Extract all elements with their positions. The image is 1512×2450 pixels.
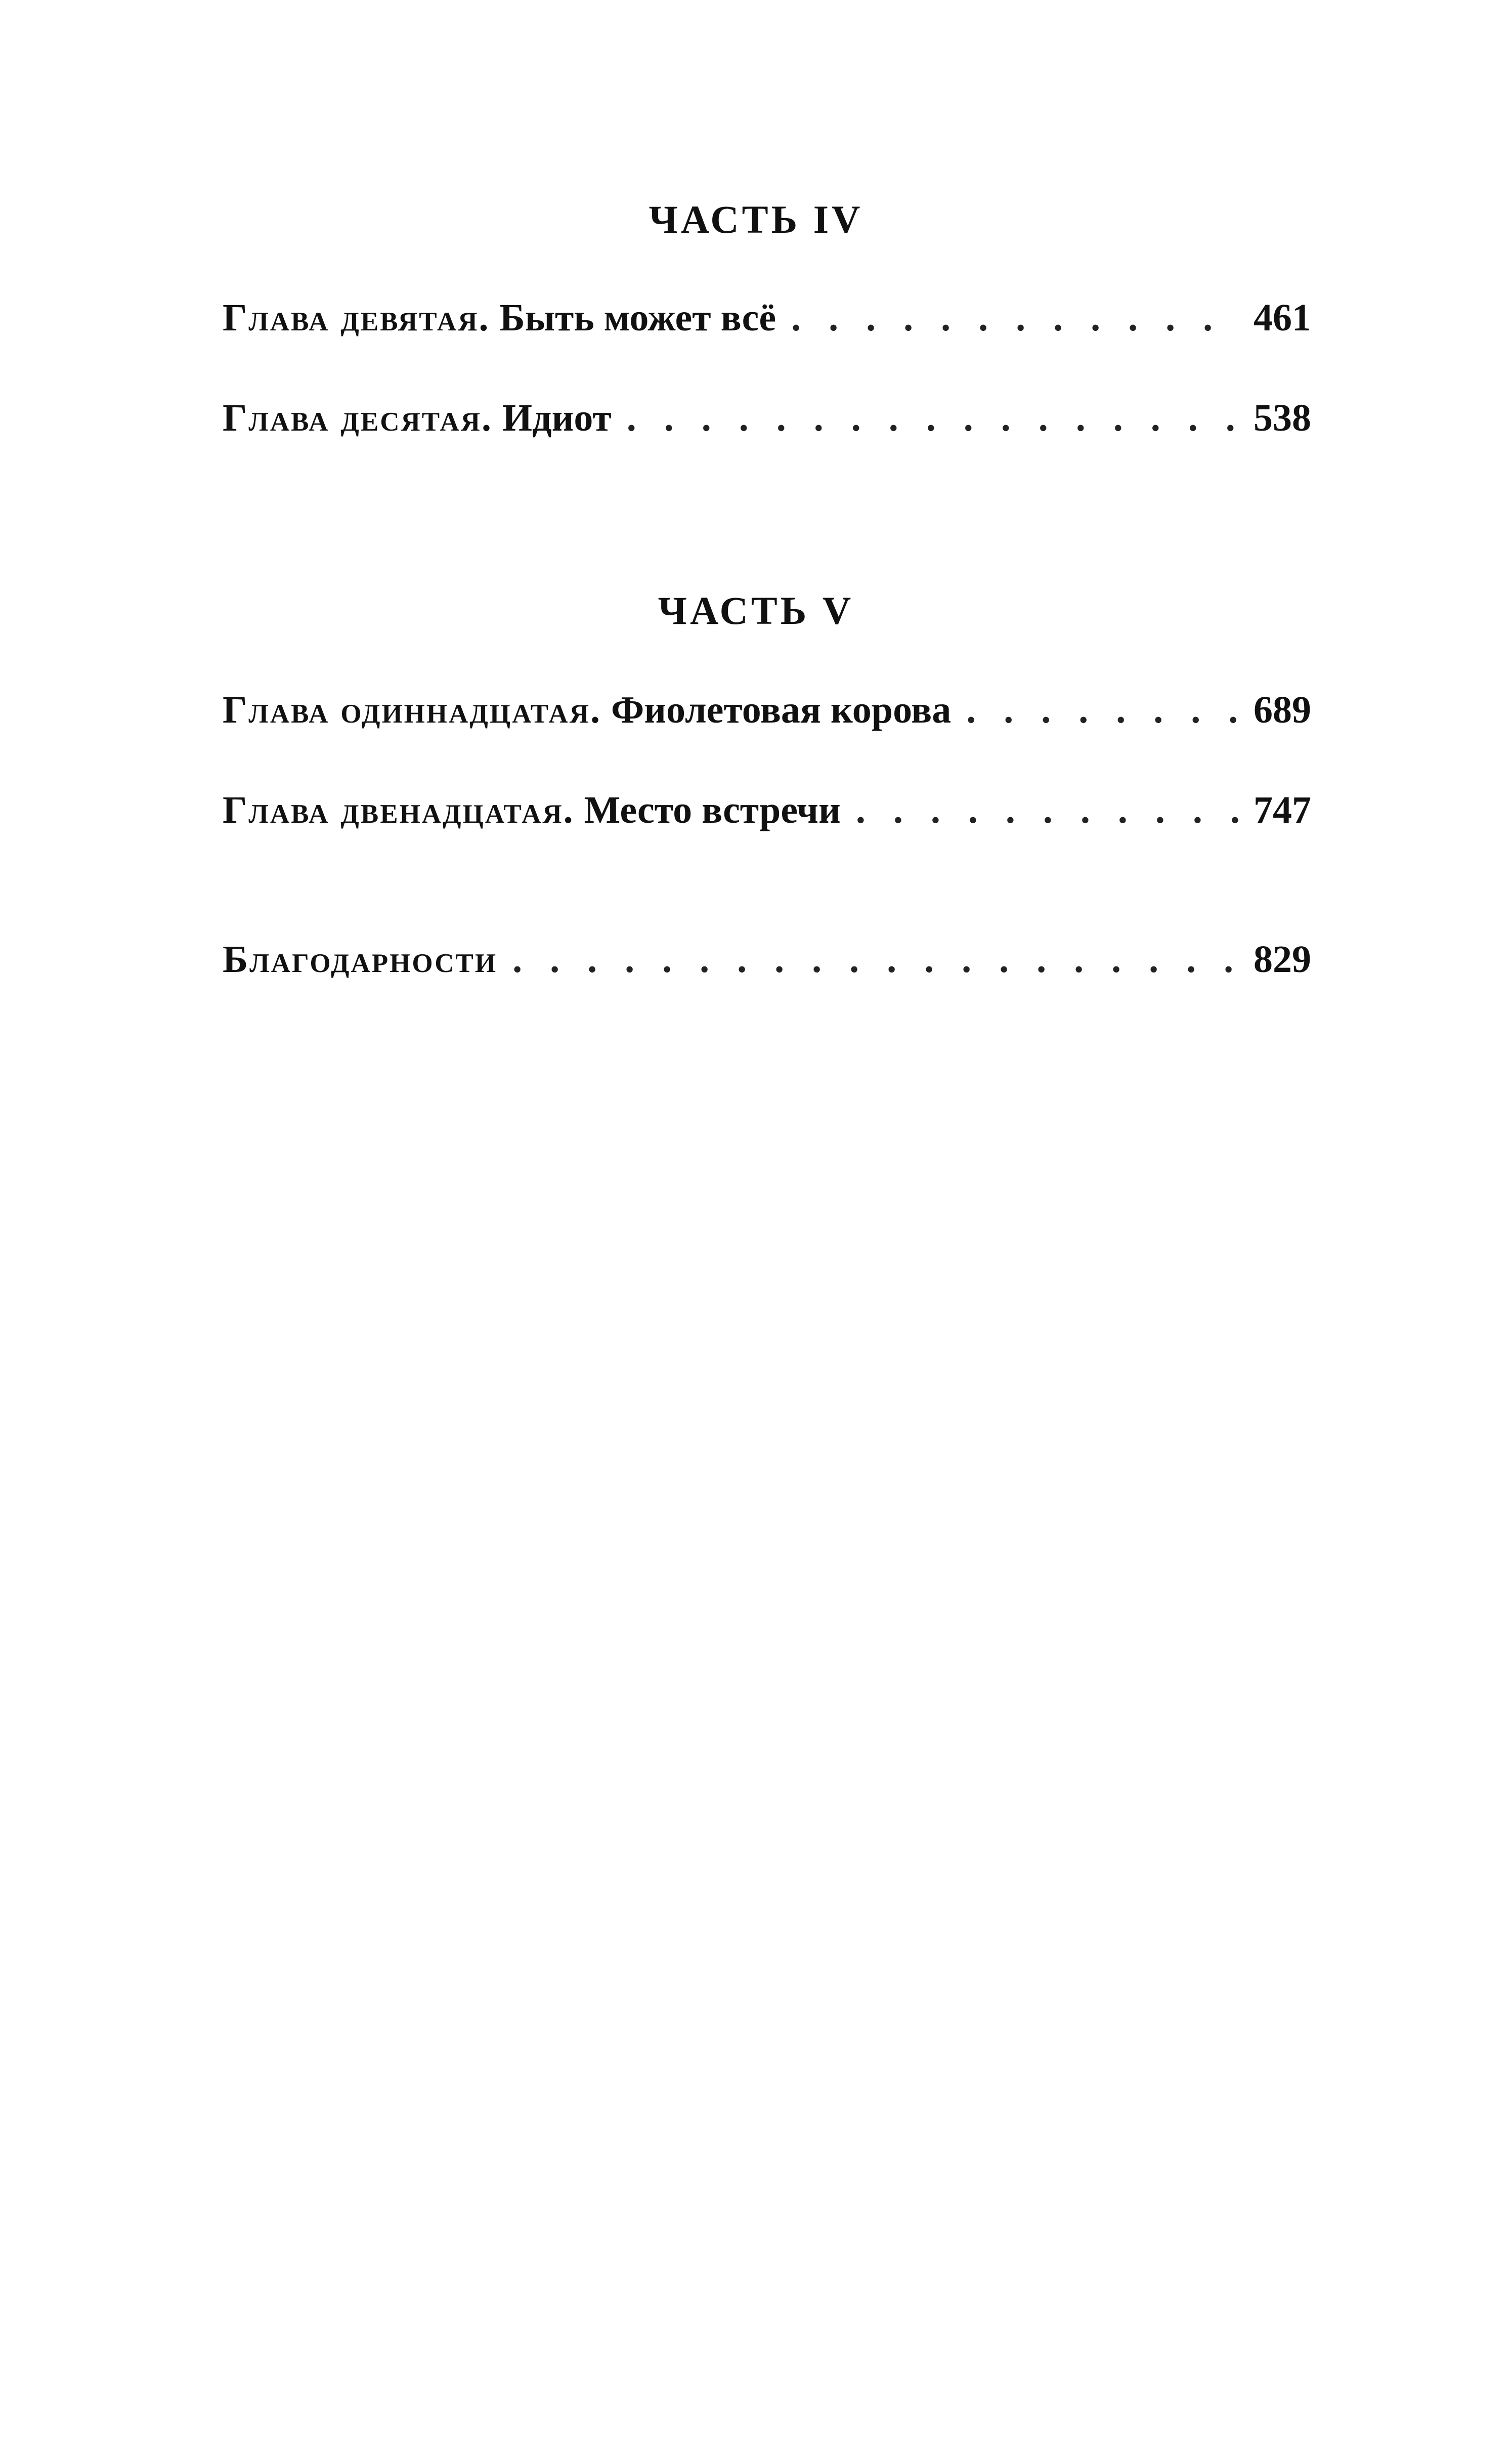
page-number: 689 bbox=[1254, 689, 1311, 731]
chapter-prefix: Глава десятая. bbox=[223, 397, 493, 439]
page-number: 461 bbox=[1254, 297, 1311, 339]
toc-entry-label bbox=[223, 791, 841, 829]
toc-entry-acknowledgements bbox=[223, 940, 1311, 979]
dot-leader bbox=[966, 691, 1240, 729]
page-number: 747 bbox=[1254, 789, 1311, 831]
chapter-title: Идиот bbox=[502, 397, 612, 439]
dot-leader bbox=[627, 399, 1240, 437]
dot-leader bbox=[856, 791, 1240, 829]
page-number: 538 bbox=[1254, 397, 1311, 439]
dot-leader bbox=[791, 299, 1240, 337]
toc-entry-label bbox=[223, 299, 776, 337]
chapter-title: Быть может всё bbox=[499, 297, 776, 339]
chapter-prefix: Глава двенадцатая. bbox=[223, 789, 575, 831]
acknowledgements-label: Благодарности bbox=[223, 938, 498, 981]
toc-entry-label bbox=[223, 399, 612, 437]
chapter-title: Фиолетовая корова bbox=[611, 689, 952, 731]
chapter-prefix: Глава девятая. bbox=[223, 297, 490, 339]
chapter-title: Место встречи bbox=[584, 789, 841, 831]
toc-entry-label bbox=[223, 691, 951, 729]
toc-entry-chapter-10 bbox=[223, 399, 1311, 437]
toc-entry-chapter-9 bbox=[223, 299, 1311, 337]
page-number: 829 bbox=[1254, 938, 1311, 981]
toc-entry-label bbox=[223, 940, 497, 979]
part-5-heading: ЧАСТЬ V bbox=[658, 588, 854, 632]
dot-leader bbox=[512, 940, 1240, 979]
part-4-heading: ЧАСТЬ IV bbox=[649, 197, 863, 241]
toc-entry-chapter-12 bbox=[223, 791, 1311, 829]
chapter-prefix: Глава одиннадцатая. bbox=[223, 689, 601, 731]
toc-entry-chapter-11 bbox=[223, 691, 1311, 729]
